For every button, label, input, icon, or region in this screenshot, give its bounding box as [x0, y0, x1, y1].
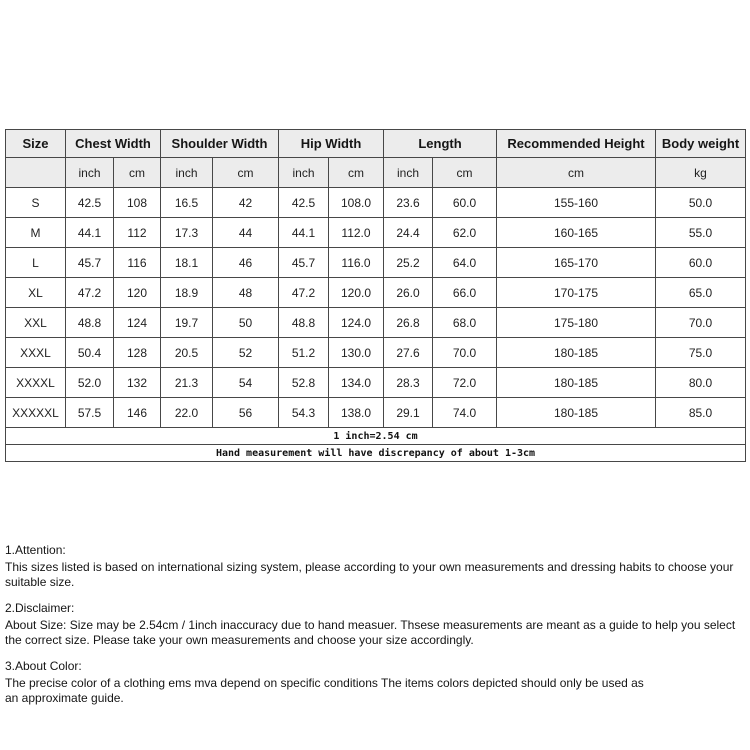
table-cell: 124 [114, 308, 161, 338]
table-cell: 50.0 [656, 188, 746, 218]
table-cell: 54.3 [279, 398, 329, 428]
table-cell: 85.0 [656, 398, 746, 428]
table-cell: 51.2 [279, 338, 329, 368]
table-cell: 26.0 [384, 278, 433, 308]
table-cell: 120 [114, 278, 161, 308]
table-cell: 47.2 [279, 278, 329, 308]
footer-row-conversion [6, 428, 746, 445]
col-header-length: Length [384, 130, 497, 158]
conversion-note: 1 inch=2.54 cm [6, 428, 746, 445]
table-cell: 70.0 [656, 308, 746, 338]
table-cell: 108.0 [329, 188, 384, 218]
table-cell: 180-185 [497, 338, 656, 368]
col-header-body-weight: Body weight [656, 130, 746, 158]
table-cell: 50.4 [66, 338, 114, 368]
table-cell: 20.5 [161, 338, 213, 368]
table-cell: 160-165 [497, 218, 656, 248]
unit-header-hip-inch: inch [279, 158, 329, 188]
table-cell: 42 [213, 188, 279, 218]
table-cell: 138.0 [329, 398, 384, 428]
table-cell: 60.0 [656, 248, 746, 278]
unit-header-empty [6, 158, 66, 188]
col-header-recommended-height: Recommended Height [497, 130, 656, 158]
table-cell: XXL [6, 308, 66, 338]
table-cell: 44.1 [279, 218, 329, 248]
table-row [6, 278, 746, 308]
table-cell: 17.3 [161, 218, 213, 248]
table-cell: XXXXL [6, 368, 66, 398]
table-cell: 45.7 [66, 248, 114, 278]
table-cell: 27.6 [384, 338, 433, 368]
table-cell: 66.0 [433, 278, 497, 308]
table-cell: 54 [213, 368, 279, 398]
table-cell: 80.0 [656, 368, 746, 398]
size-chart-table [5, 129, 746, 462]
table-cell: 68.0 [433, 308, 497, 338]
table-cell: 42.5 [279, 188, 329, 218]
table-row [6, 338, 746, 368]
table-cell: 42.5 [66, 188, 114, 218]
note-attention-heading: 1.Attention: [5, 543, 66, 557]
note-about-color [5, 659, 749, 706]
table-cell: 75.0 [656, 338, 746, 368]
table-cell: 52 [213, 338, 279, 368]
header-row-units [6, 158, 746, 188]
table-cell: 146 [114, 398, 161, 428]
table-cell: 44.1 [66, 218, 114, 248]
unit-header-hip-cm: cm [329, 158, 384, 188]
table-header [6, 130, 746, 188]
table-cell: 62.0 [433, 218, 497, 248]
table-cell: 165-170 [497, 248, 656, 278]
table-cell: XXXL [6, 338, 66, 368]
table-cell: 48 [213, 278, 279, 308]
table-cell: 74.0 [433, 398, 497, 428]
table-row [6, 248, 746, 278]
table-cell: 21.3 [161, 368, 213, 398]
unit-header-chest-cm: cm [114, 158, 161, 188]
table-cell: 22.0 [161, 398, 213, 428]
unit-header-height-cm: cm [497, 158, 656, 188]
table-cell: 56 [213, 398, 279, 428]
table-cell: L [6, 248, 66, 278]
table-cell: 64.0 [433, 248, 497, 278]
table-cell: 108 [114, 188, 161, 218]
notes-section [5, 543, 749, 717]
table-cell: 124.0 [329, 308, 384, 338]
note-disclaimer-heading: 2.Disclaimer: [5, 601, 75, 615]
table-cell: 26.8 [384, 308, 433, 338]
table-cell: 180-185 [497, 398, 656, 428]
table-cell: 116 [114, 248, 161, 278]
table-cell: 112.0 [329, 218, 384, 248]
col-header-size: Size [6, 130, 66, 158]
table-footer [6, 428, 746, 462]
table-cell: 52.8 [279, 368, 329, 398]
size-table-body [6, 188, 746, 428]
table-cell: 70.0 [433, 338, 497, 368]
table-cell: 29.1 [384, 398, 433, 428]
table-cell: 19.7 [161, 308, 213, 338]
table-cell: 155-160 [497, 188, 656, 218]
table-row [6, 308, 746, 338]
table-cell: 116.0 [329, 248, 384, 278]
table-cell: 48.8 [279, 308, 329, 338]
col-header-chest-width: Chest Width [66, 130, 161, 158]
col-header-hip-width: Hip Width [279, 130, 384, 158]
col-header-shoulder-width: Shoulder Width [161, 130, 279, 158]
table-cell: 170-175 [497, 278, 656, 308]
table-cell: M [6, 218, 66, 248]
table-cell: 16.5 [161, 188, 213, 218]
table-cell: 47.2 [66, 278, 114, 308]
table-cell: XL [6, 278, 66, 308]
table-cell: 72.0 [433, 368, 497, 398]
note-about-color-heading: 3.About Color: [5, 659, 82, 673]
table-row [6, 218, 746, 248]
table-cell: 46 [213, 248, 279, 278]
unit-header-length-inch: inch [384, 158, 433, 188]
unit-header-chest-inch: inch [66, 158, 114, 188]
unit-header-weight-kg: kg [656, 158, 746, 188]
table-row [6, 398, 746, 428]
table-cell: 57.5 [66, 398, 114, 428]
table-cell: 128 [114, 338, 161, 368]
table-cell: 28.3 [384, 368, 433, 398]
table-cell: 60.0 [433, 188, 497, 218]
table-cell: 48.8 [66, 308, 114, 338]
table-cell: XXXXXL [6, 398, 66, 428]
table-cell: 130.0 [329, 338, 384, 368]
discrepancy-note: Hand measurement will have discrepancy of about 1-3cm [6, 445, 746, 462]
table-cell: 50 [213, 308, 279, 338]
table-cell: 112 [114, 218, 161, 248]
table-cell: 65.0 [656, 278, 746, 308]
note-attention-body: This sizes listed is based on international sizing system, please according to your own measurements and dressing habits to choose your suitable size. [5, 560, 734, 589]
table-cell: 44 [213, 218, 279, 248]
note-about-color-body: The precise color of a clothing ems mva depend on specific conditions The items colors depicted should only be used as an approximate guide. [5, 676, 644, 705]
unit-header-length-cm: cm [433, 158, 497, 188]
table-cell: 55.0 [656, 218, 746, 248]
table-cell: 180-185 [497, 368, 656, 398]
table-cell: 18.1 [161, 248, 213, 278]
table-cell: S [6, 188, 66, 218]
table-row [6, 368, 746, 398]
table-cell: 175-180 [497, 308, 656, 338]
table-row [6, 188, 746, 218]
unit-header-shoulder-cm: cm [213, 158, 279, 188]
header-row-main [6, 130, 746, 158]
table-cell: 25.2 [384, 248, 433, 278]
note-attention [5, 543, 749, 590]
table-cell: 132 [114, 368, 161, 398]
note-disclaimer-body: About Size: Size may be 2.54cm / 1inch inaccuracy due to hand measuer. Thsese measurements are meant as a guide to help you select the correct size. Please take your own measurements and choose your size accordingly. [5, 618, 736, 647]
table-cell: 18.9 [161, 278, 213, 308]
table-cell: 45.7 [279, 248, 329, 278]
table-cell: 134.0 [329, 368, 384, 398]
table-cell: 24.4 [384, 218, 433, 248]
note-disclaimer [5, 601, 749, 648]
table-cell: 23.6 [384, 188, 433, 218]
table-cell: 120.0 [329, 278, 384, 308]
unit-header-shoulder-inch: inch [161, 158, 213, 188]
table-cell: 52.0 [66, 368, 114, 398]
footer-row-discrepancy [6, 445, 746, 462]
